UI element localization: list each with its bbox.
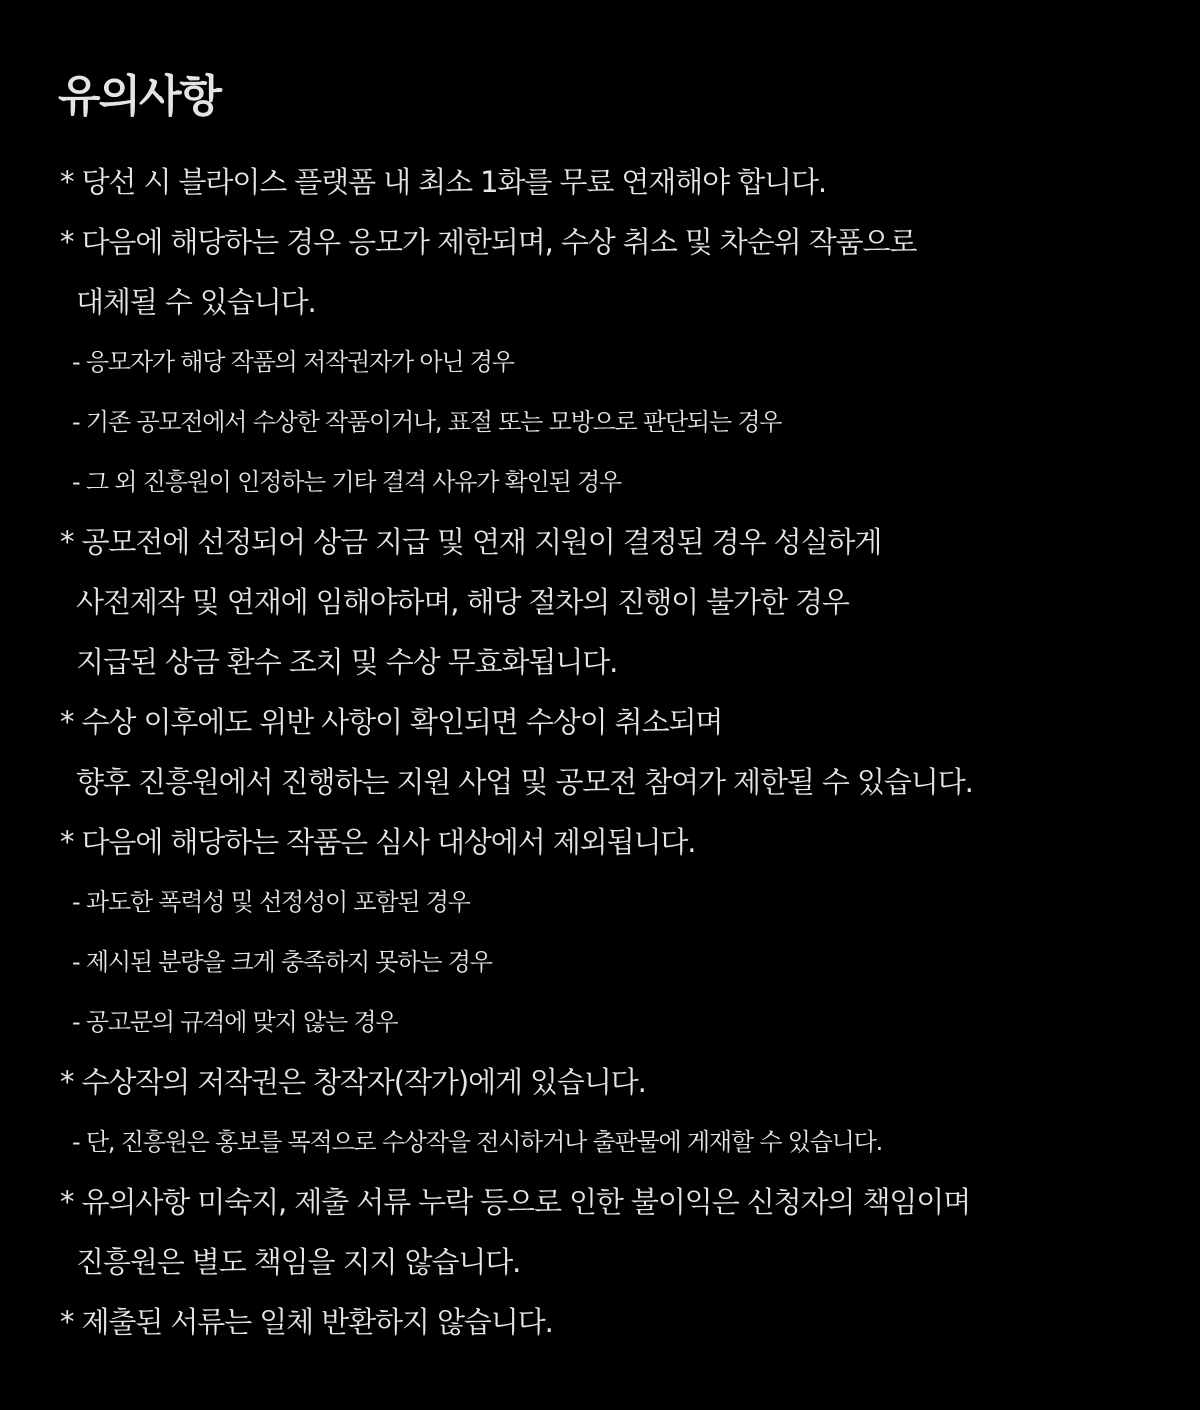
notice-item-continuation: 대체될 수 있습니다.	[76, 285, 316, 319]
notice-item: * 유의사항 미숙지, 제출 서류 누락 등으로 인한 불이익은 신청자의 책임이며	[60, 1185, 971, 1219]
notice-subitem: - 기존 공모전에서 수상한 작품이거나, 표절 또는 모방으로 판단되는 경우	[72, 408, 782, 436]
notice-item: * 수상작의 저작권은 창작자(작가)에게 있습니다.	[60, 1065, 646, 1099]
notice-subitem: - 공고문의 규격에 맞지 않는 경우	[72, 1008, 398, 1036]
notice-title: 유의사항	[58, 71, 221, 122]
notice-item-continuation: 지급된 상금 환수 조치 및 수상 무효화됩니다.	[76, 645, 618, 679]
notice-item: * 다음에 해당하는 작품은 심사 대상에서 제외됩니다.	[60, 825, 696, 859]
notice-item-continuation: 향후 진흥원에서 진행하는 지원 사업 및 공모전 참여가 제한될 수 있습니다.	[76, 765, 973, 799]
notice-item-continuation: 사전제작 및 연재에 임해야하며, 해당 절차의 진행이 불가한 경우	[76, 585, 849, 619]
notice-item: * 다음에 해당하는 경우 응모가 제한되며, 수상 취소 및 차순위 작품으로	[60, 225, 917, 259]
notice-section	[58, 62, 1178, 1352]
notice-item: * 당선 시 블라이스 플랫폼 내 최소 1화를 무료 연재해야 합니다.	[60, 165, 826, 199]
notice-list	[58, 152, 1178, 1352]
notice-subitem: - 응모자가 해당 작품의 저작권자가 아닌 경우	[72, 348, 514, 376]
notice-item: * 공모전에 선정되어 상금 지급 및 연재 지원이 결정된 경우 성실하게	[60, 525, 882, 559]
notice-item: * 제출된 서류는 일체 반환하지 않습니다.	[60, 1305, 553, 1339]
notice-subitem: - 제시된 분량을 크게 충족하지 못하는 경우	[72, 948, 492, 976]
notice-subitem: - 과도한 폭력성 및 선정성이 포함된 경우	[72, 888, 470, 916]
notice-subitem: - 단, 진흥원은 홍보를 목적으로 수상작을 전시하거나 출판물에 게재할 수 있습니다.	[72, 1128, 883, 1156]
notice-item-continuation: 진흥원은 별도 책임을 지지 않습니다.	[76, 1245, 521, 1279]
notice-subitem: - 그 외 진흥원이 인정하는 기타 결격 사유가 확인된 경우	[72, 468, 621, 496]
notice-item: * 수상 이후에도 위반 사항이 확인되면 수상이 취소되며	[60, 705, 723, 739]
